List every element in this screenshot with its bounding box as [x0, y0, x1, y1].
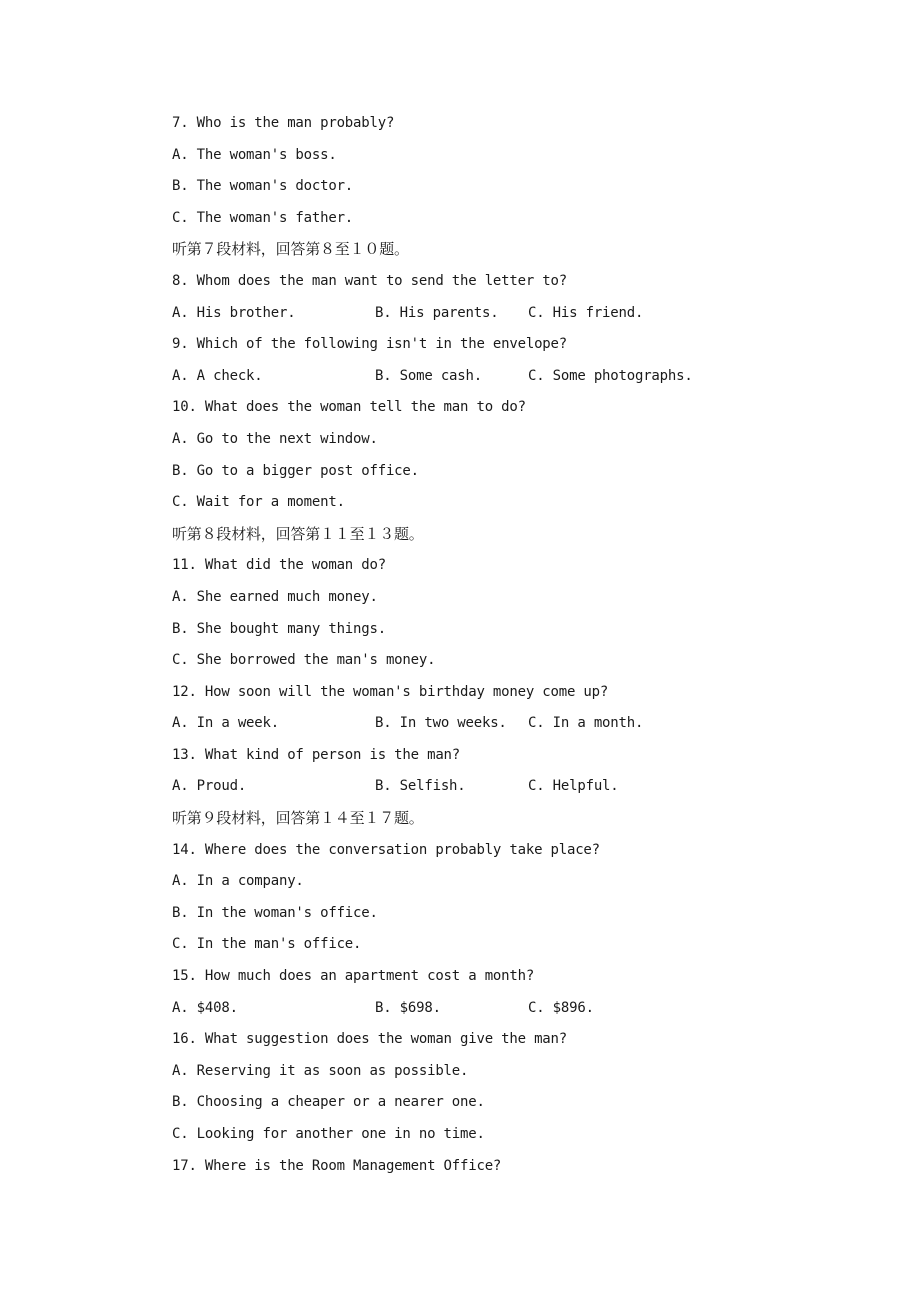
- question-text: 10. What does the woman tell the man to do?: [172, 399, 526, 416]
- option-row: [172, 772, 832, 804]
- option-row: [172, 709, 832, 741]
- option-c: C. $896.: [528, 999, 594, 1016]
- option-b: B. In two weeks.: [375, 715, 507, 732]
- option-c: C. Some photographs.: [528, 367, 693, 384]
- question-text: 7. Who is the man probably?: [172, 115, 395, 131]
- option-text: A. The woman's boss.: [172, 146, 337, 163]
- question-text: 12. How soon will the woman's birthday money come up?: [172, 683, 609, 700]
- option-text: C. In the man's office.: [172, 936, 362, 953]
- option-b: B. Selfish.: [375, 778, 466, 795]
- question-text: 16. What suggestion does the woman give the man?: [172, 1031, 567, 1048]
- option-b: B. Some cash.: [375, 367, 482, 384]
- question-text: 9. Which of the following isn't in the envelope?: [172, 336, 567, 353]
- option-c: C. His friend.: [528, 304, 644, 321]
- option-a: A. A check.: [172, 367, 263, 384]
- section-instruction: 听第８段材料，回答第１１至１３题。: [172, 524, 424, 543]
- question-text: 17. Where is the Room Management Office?: [172, 1157, 502, 1174]
- question-text: 15. How much does an apartment cost a month?: [172, 968, 535, 985]
- option-row: [172, 994, 832, 1026]
- option-b: B. $698.: [375, 999, 441, 1016]
- option-a: A. His brother.: [172, 304, 296, 321]
- option-text: B. The woman's doctor.: [172, 178, 354, 195]
- question-text: 14. Where does the conversation probably take place?: [172, 841, 600, 858]
- option-text: B. Choosing a cheaper or a nearer one.: [172, 1094, 485, 1111]
- option-text: A. Go to the next window.: [172, 430, 378, 447]
- section-instruction: 听第７段材料，回答第８至１０题。: [172, 240, 409, 259]
- option-text: C. Looking for another one in no time.: [172, 1126, 485, 1142]
- document-page: [172, 109, 832, 1183]
- option-c: C. Helpful.: [528, 778, 619, 795]
- option-text: B. In the woman's office.: [172, 904, 378, 921]
- option-text: C. She borrowed the man's money.: [172, 652, 436, 669]
- option-a: A. $408.: [172, 999, 238, 1016]
- option-row: [172, 299, 832, 331]
- option-text: A. In a company.: [172, 873, 304, 890]
- option-a: A. In a week.: [172, 715, 279, 732]
- option-c: C. In a month.: [528, 715, 644, 732]
- question-text: 13. What kind of person is the man?: [172, 746, 461, 763]
- option-text: B. Go to a bigger post office.: [172, 462, 419, 479]
- section-instruction: 听第９段材料，回答第１４至１７题。: [172, 809, 424, 828]
- option-row: [172, 362, 832, 394]
- option-text: C. Wait for a moment.: [172, 494, 345, 511]
- question-text: 11. What did the woman do?: [172, 557, 386, 574]
- option-text: A. Reserving it as soon as possible.: [172, 1062, 469, 1079]
- option-a: A. Proud.: [172, 778, 247, 795]
- option-text: C. The woman's father.: [172, 209, 354, 226]
- option-text: A. She earned much money.: [172, 588, 378, 605]
- option-text: B. She bought many things.: [172, 620, 386, 637]
- question-text: 8. Whom does the man want to send the letter to?: [172, 272, 567, 289]
- option-b: B. His parents.: [375, 304, 499, 321]
